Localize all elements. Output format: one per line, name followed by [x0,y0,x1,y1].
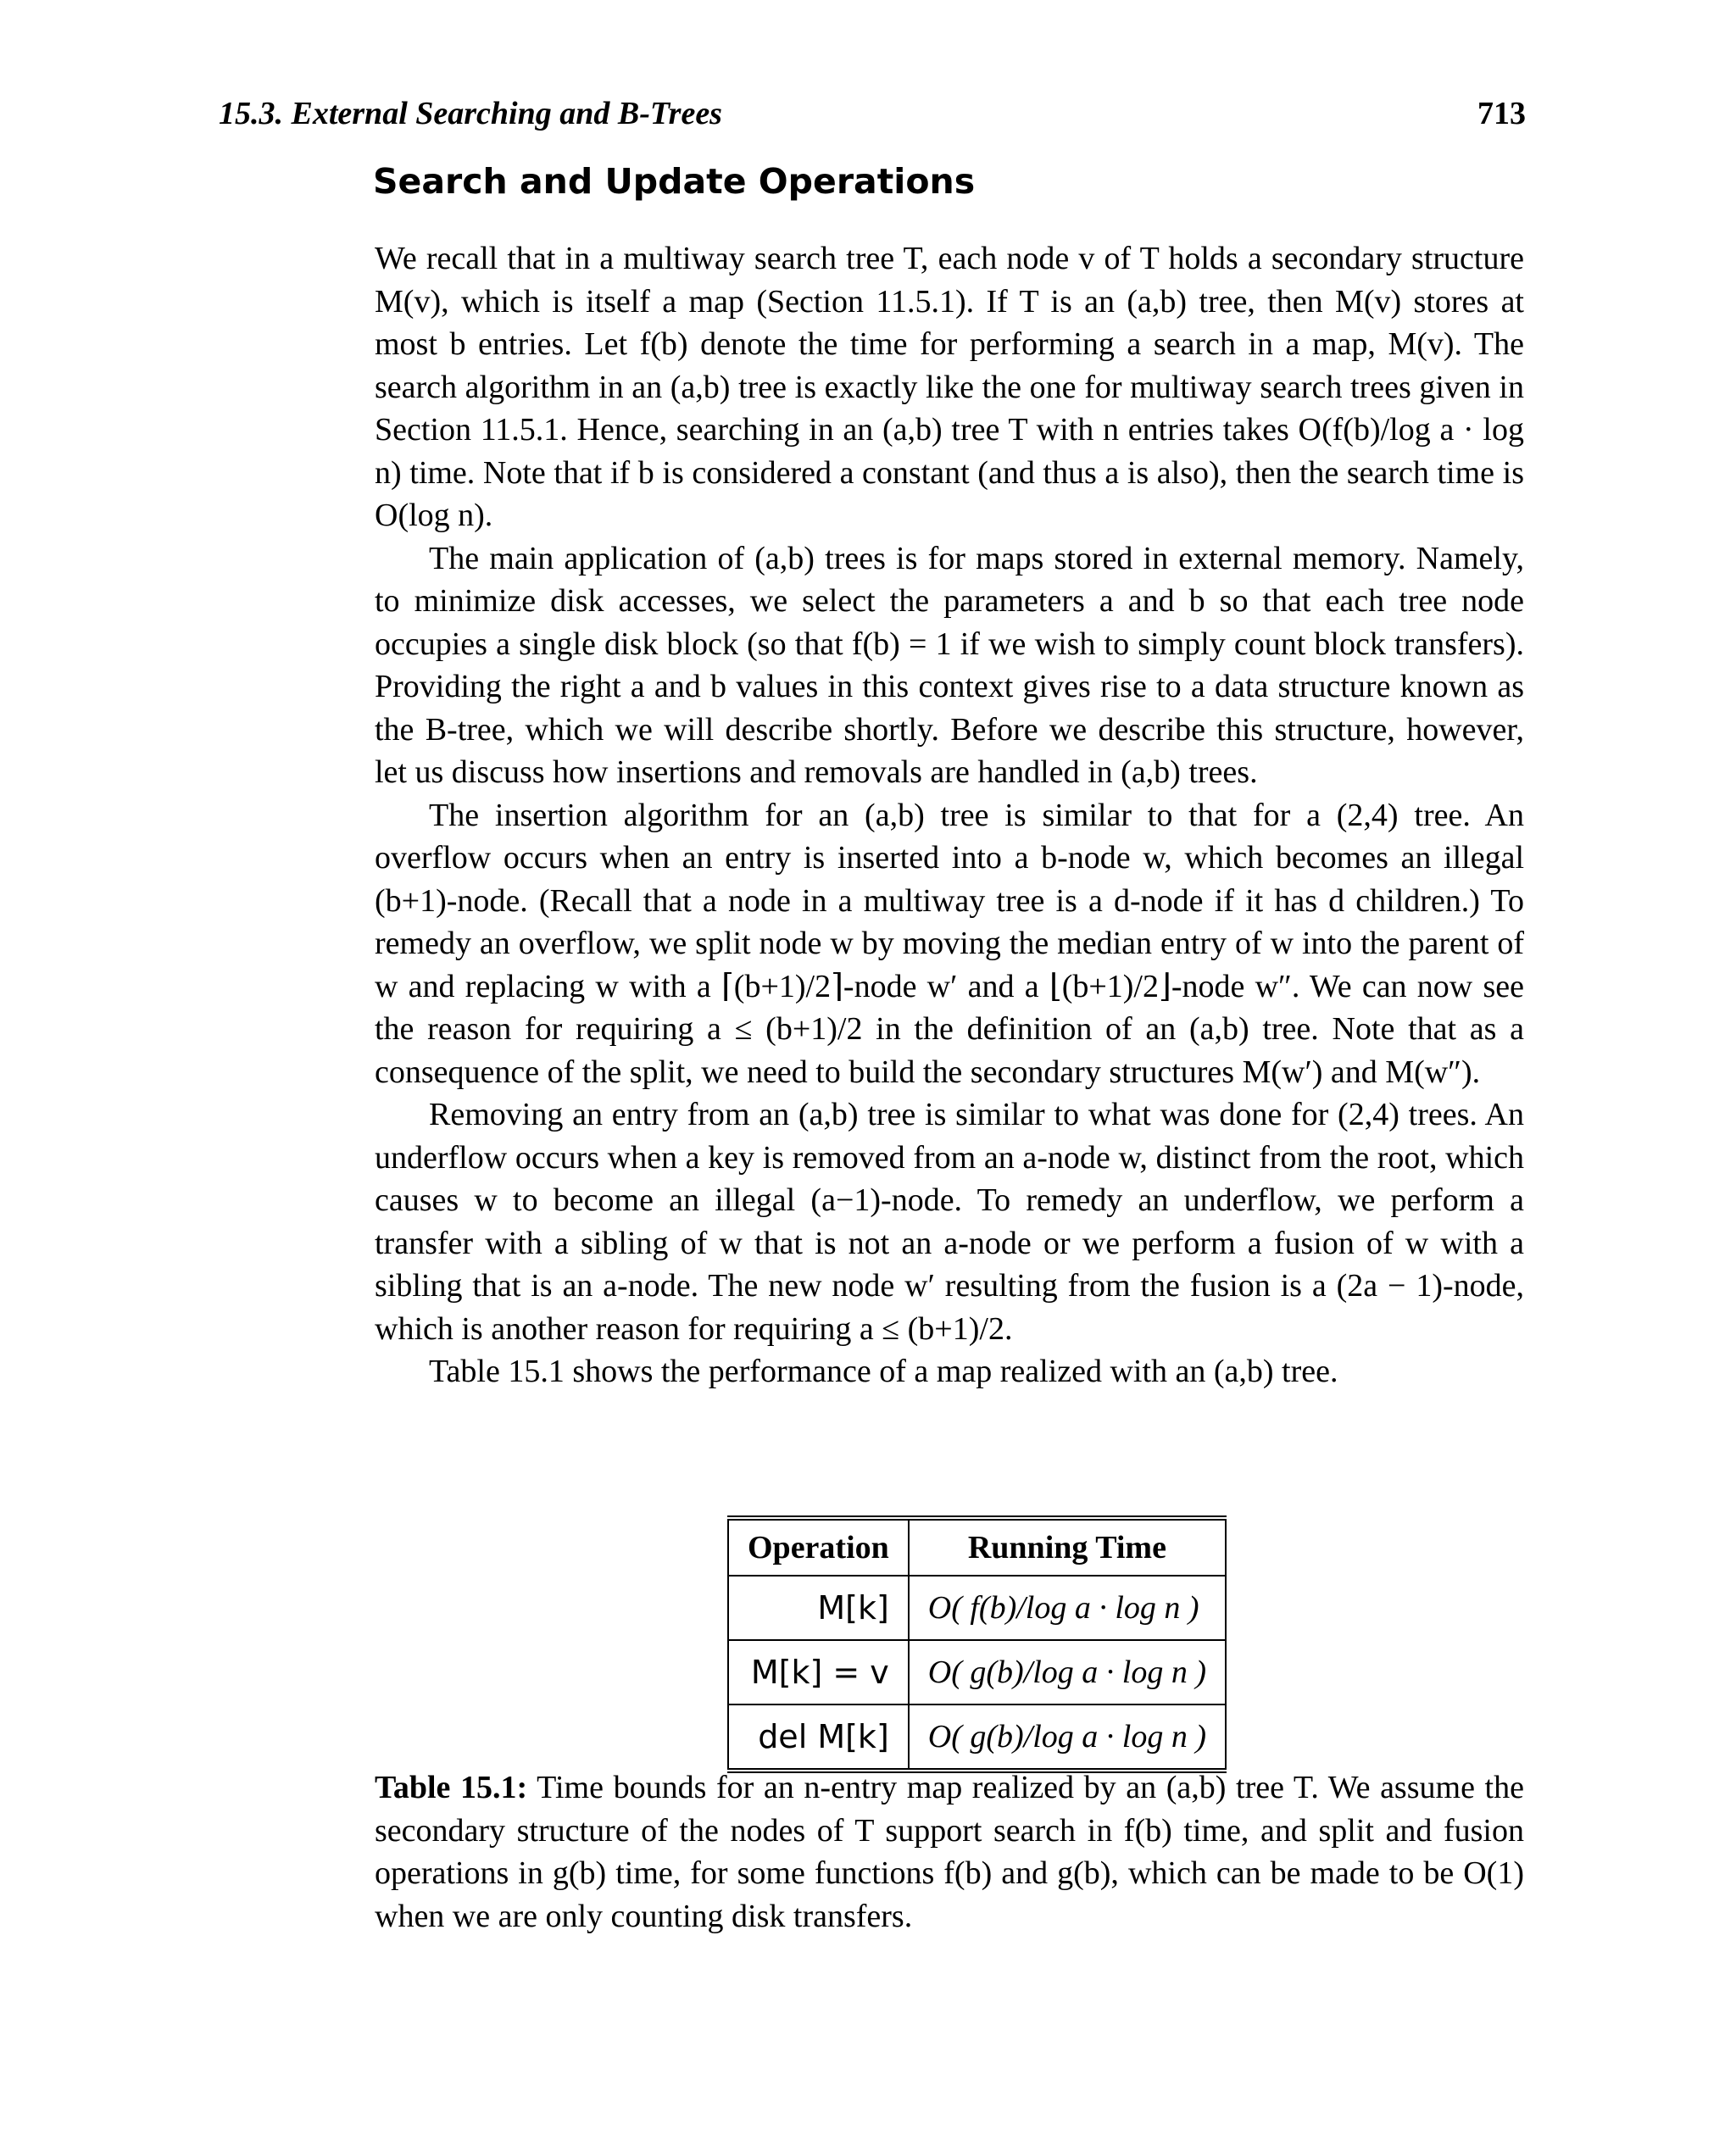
header-operation: Operation [728,1518,909,1576]
paragraph-3: The insertion algorithm for an (a,b) tree is similar to that for a (2,4) tree. An overflow occurs when an entry is inserted into a b-node w, which becomes an illegal (b+1)-node. (Recall that a node in a multiway tree is a d-node if it has d children.) To remedy an overflow, we split node w by moving the median entry of w into the parent of w and replacing w with a ⌈(b+1)/2⌉-node w′ and a ⌊(b+1)/2⌋-node w″. We can now see the reason for requiring a ≤ (b+1)/2 in the definition of an (a,b) tree. Note that as a consequence of the split, we need to build the secondary structures M(w′) and M(w″). [375,797,1524,1090]
page-number: 713 [1477,96,1526,131]
operation-cell: M[k] = v [728,1640,909,1704]
table-row [728,1704,1226,1771]
caption-text: Time bounds for an n-entry map realized by an (a,b) tree T. We assume the secondary structure of the nodes of T support search in f(b) time, and split and fusion operations in g(b) time, for some functions f(b) and g(b), which can be made to be O(1) when we are only counting disk transfers. [375,1770,1524,1934]
paragraph-2: The main application of (a,b) trees is for maps stored in external memory. Namely, to minimize disk accesses, we select the parameters a and b so that each tree node occupies a single disk block (so that f(b) = 1 if we wish to simply count block transfers). Providing the right a and b values in this context gives rise to a data structure known as the B-tree, which we will describe shortly. Before we describe this structure, however, let us discuss how insertions and removals are handled in (a,b) trees. [375,540,1524,790]
section-title: Search and Update Operations [373,161,976,202]
header-running-time: Running Time [909,1518,1226,1576]
table-row [728,1576,1226,1640]
running-head: 15.3. External Searching and B-Trees [219,96,722,131]
paragraph-1: We recall that in a multiway search tree T, each node v of T holds a secondary structure M(v), which is itself a map (Section 11.5.1). If T is an (a,b) tree, then M(v) stores at most b entries. Let f(b) denote the time for performing a search in a map, M(v). The search algorithm in an (a,b) tree is exactly like the one for multiway search trees given in Section 11.5.1. Hence, searching in an (a,b) tree T with n entries takes O(f(b)/log a · log n) time. Note that if b is considered a constant (and thus a is also), then the search time is O(log n). [375,241,1524,533]
running-time-cell: O( f(b)/log a · log n ) [909,1576,1226,1640]
table-row [728,1640,1226,1704]
paragraph-4: Removing an entry from an (a,b) tree is similar to what was done for (2,4) trees. An underflow occurs when a key is removed from an a-node w, distinct from the root, which causes w to become an illegal (a−1)-node. To remedy an underflow, we perform a transfer with a sibling of w that is not an a-node or we perform a fusion of w with a sibling that is an a-node. The new node w′ resulting from the fusion is a (2a − 1)-node, which is another reason for requiring a ≤ (b+1)/2. [375,1097,1524,1347]
performance-table [727,1515,1227,1773]
operation-cell: M[k] [728,1576,909,1640]
table-header-row [728,1518,1226,1576]
running-time-cell: O( g(b)/log a · log n ) [909,1704,1226,1771]
caption-label: Table 15.1: [375,1770,528,1805]
operation-cell: del M[k] [728,1704,909,1771]
paragraph-5: Table 15.1 shows the performance of a map realized with an (a,b) tree. [429,1354,1338,1389]
running-time-cell: O( g(b)/log a · log n ) [909,1640,1226,1704]
table-caption [375,1766,1524,1938]
body-text [375,237,1524,1393]
